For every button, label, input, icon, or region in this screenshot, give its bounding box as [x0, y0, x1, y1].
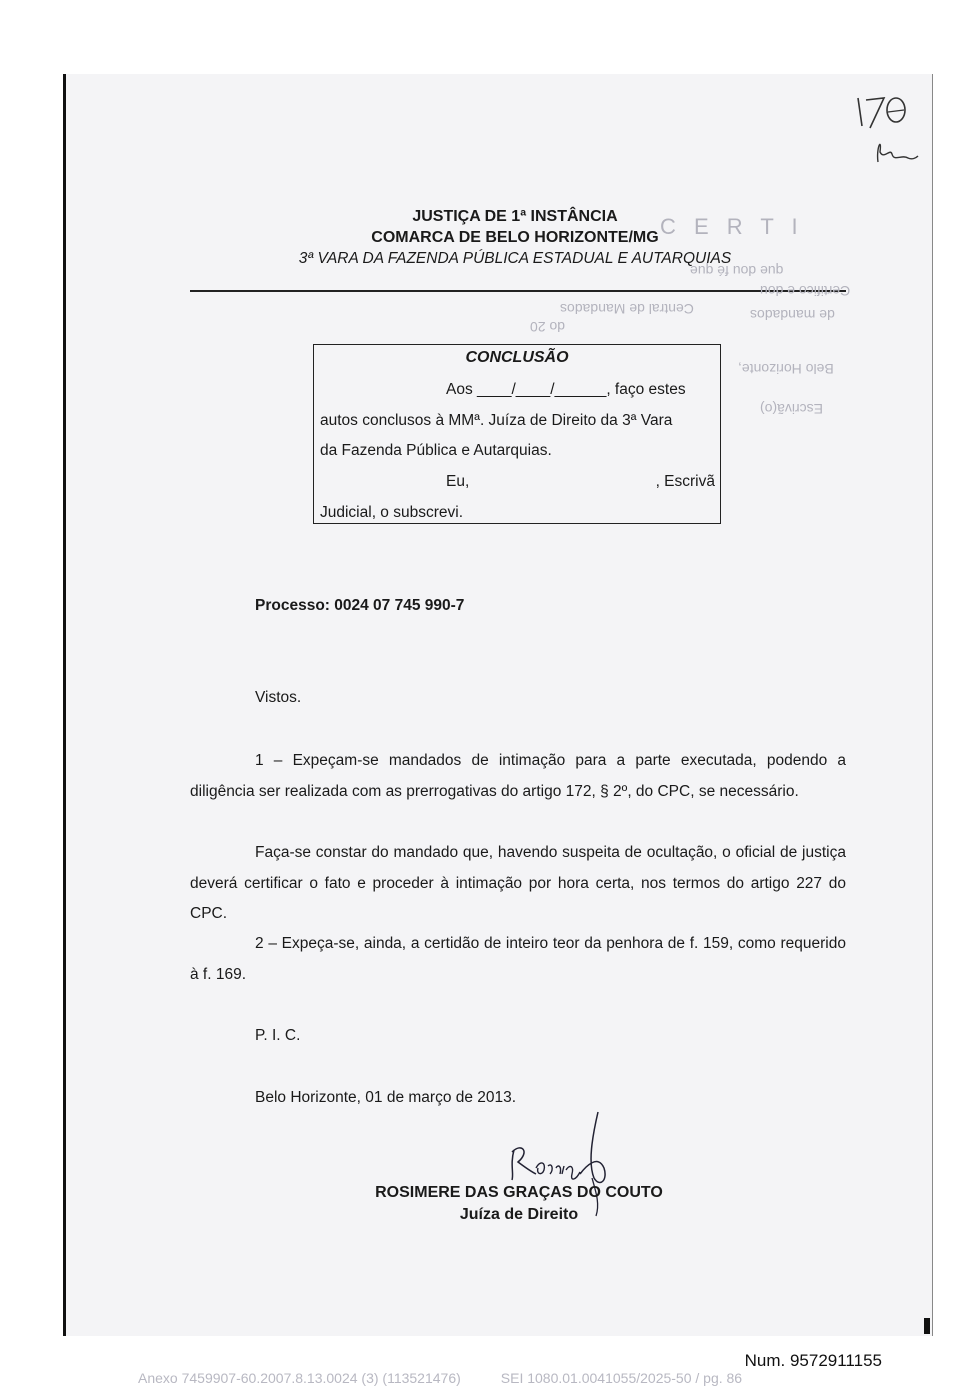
conclusao-title: CONCLUSÃO — [465, 349, 569, 366]
paragraph-text: 2 – Expeça-se, ainda, a certidão de inteiro teor da penhora de f. 159, como requerido à f. 169. — [190, 935, 846, 983]
footer-sei: SEI 1080.01.0041055/2025-50 / pg. 86 — [500, 1370, 743, 1386]
footer-anexo: Anexo 7459907-60.2007.8.13.0024 (3) (113521476) — [138, 1370, 461, 1386]
paragraph — [190, 838, 846, 930]
faint-stamp-line: C E R T I — [660, 214, 804, 239]
faint-stamp-line: que dou fé que — [690, 263, 784, 279]
faint-stamp-line: Escrivã(o) — [760, 401, 824, 417]
paragraph — [190, 746, 846, 807]
judge-title: Juíza de Direito — [459, 1206, 579, 1223]
faint-stamp-line: de mandados — [750, 307, 835, 323]
process-number: Processo: 0024 07 745 990-7 — [255, 597, 465, 614]
paragraph — [190, 929, 846, 990]
document-number: Num. 9572911155 — [744, 1351, 882, 1370]
paragraph-text: 1 – Expeçam-se mandados de intimação para a parte executada, podendo a diligência ser realizada com as prerrogativas do artigo 172, § 2º, do CPC, se necessário. — [190, 752, 846, 800]
conclusao-date-line: Aos ____/____/______, faço estes — [446, 381, 686, 398]
conclusao-text: Judicial, o subscrevi. — [320, 504, 464, 521]
paragraph-text: Faça-se constar do mandado que, havendo suspeita de ocultação, o oficial de justiça deverá certificar o fato e proceder à intimação por hora certa, nos termos do artigo 227 do CPC. — [190, 844, 846, 922]
vistos: Vistos. — [255, 689, 302, 706]
faint-stamp-line: Belo Horizonte, — [738, 361, 834, 377]
conclusao-text: autos conclusos à MMª. Juíza de Direito da 3ª Vara — [320, 412, 673, 429]
conclusao-eu: Eu, — [446, 473, 470, 490]
place-date: Belo Horizonte, 01 de março de 2013. — [255, 1089, 517, 1106]
header-comarca: COMARCA DE BELO HORIZONTE/MG — [371, 229, 659, 246]
handwritten-page-number — [846, 92, 926, 172]
conclusao-text: da Fazenda Pública e Autarquias. — [320, 442, 552, 459]
judge-name: ROSIMERE DAS GRAÇAS DO COUTO — [375, 1184, 663, 1201]
scan-edge-mark — [924, 1318, 930, 1334]
header-instance: JUSTIÇA DE 1ª INSTÂNCIA — [412, 208, 618, 225]
conclusao-escriva: , Escrivã — [655, 473, 715, 490]
header-rule — [190, 290, 846, 292]
faint-stamp-line: Certifico e dou — [760, 283, 851, 299]
faint-stamp-line: Central de Mandados — [560, 301, 694, 317]
conclusao-box — [313, 344, 721, 524]
faint-stamp-line: do 20 — [530, 319, 566, 335]
header-vara: 3ª VARA DA FAZENDA PÚBLICA ESTADUAL E AUTARQUIAS — [298, 250, 732, 267]
footer — [138, 1370, 742, 1386]
pic: P. I. C. — [255, 1027, 301, 1044]
